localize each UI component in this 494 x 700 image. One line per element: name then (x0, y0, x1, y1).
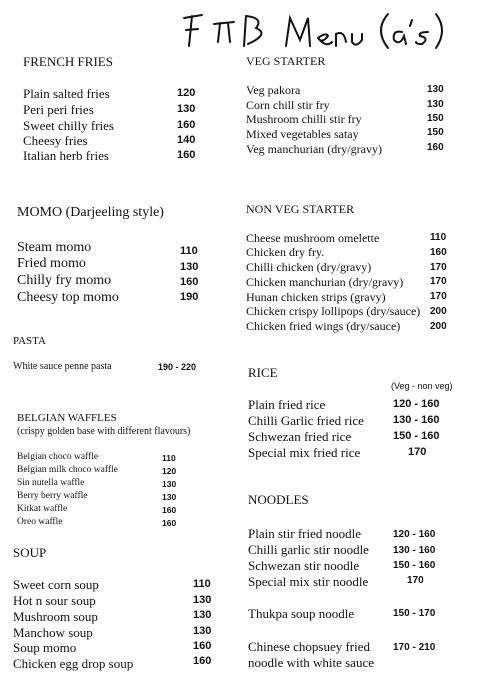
menu-item-price: 120 (162, 466, 177, 476)
section-heading-noodles: NOODLES (248, 492, 309, 507)
menu-item-price: 160 (180, 276, 199, 288)
menu-item-price: 170 (407, 575, 424, 586)
menu-item-price: 130 - 160 (393, 545, 436, 556)
menu-item-name: Sweet chilly fries (23, 118, 114, 133)
menu-item-price: 160 (162, 505, 177, 515)
menu-item-name: Veg pakora (246, 83, 301, 97)
menu-item-name: Berry berry waffle (17, 491, 88, 501)
menu-item-name: Hunan chicken strips (gravy) (246, 290, 386, 304)
menu-item-price: 190 - 220 (158, 362, 197, 372)
menu-item-price: 130 (193, 594, 212, 606)
menu-item-name: Special mix stir noodle (248, 574, 369, 589)
menu-item-name: Kitkat waffle (17, 504, 68, 514)
menu-item-price: 170 - 210 (393, 642, 436, 653)
section-heading-soup: SOUP (13, 545, 47, 560)
menu-item-price: 130 (193, 625, 212, 637)
menu-item-price: 150 (427, 113, 444, 124)
menu-item-name: Chicken manchurian (dry/gravy) (246, 275, 404, 289)
menu-item-price: 110 (162, 453, 176, 463)
menu-item-name: Chicken egg drop soup (13, 656, 134, 671)
menu-item-price: 130 (180, 261, 199, 273)
menu-item-price: 200 (430, 321, 447, 332)
menu-item-price: 130 (162, 492, 177, 502)
menu-item-name: Italian herb fries (23, 148, 109, 163)
menu-item-name: Special mix fried rice (248, 445, 361, 460)
menu-item-price: 170 (430, 291, 447, 302)
menu-item-price: 160 (193, 655, 212, 667)
menu-item-name: Mixed vegetables satay (246, 127, 359, 141)
menu-item-price: 160 (430, 247, 447, 258)
menu-item-name: Hot n sour soup (13, 593, 96, 608)
menu-item-name: Chilli chicken (dry/gravy) (246, 260, 372, 274)
menu-item-name: Chinese chopsuey fried (248, 639, 371, 654)
menu-item-name: Manchow soup (13, 625, 93, 640)
menu-item-price: 130 (193, 609, 212, 621)
menu-item-price: 160 (162, 518, 177, 528)
menu-item-name: Cheesy fries (23, 133, 88, 148)
menu-item-price: 130 (427, 84, 444, 95)
menu-item-name: Soup momo (13, 640, 77, 655)
menu-item-name: Peri peri fries (23, 102, 94, 117)
menu-item-price: 120 (177, 87, 196, 99)
menu-item-name: Cheesy top momo (17, 290, 119, 305)
menu-item-price: 110 (430, 232, 447, 243)
menu-item-price: 130 (427, 99, 444, 110)
menu-item-name: Plain salted fries (23, 86, 110, 101)
menu-item-price: 110 (193, 578, 211, 590)
section-subheading-waffles: (crispy golden base with different flavours) (17, 426, 191, 437)
menu-item-price: 130 (162, 479, 177, 489)
menu-item-name: Belgian milk choco waffle (17, 465, 118, 475)
menu-item-price: 160 (193, 640, 212, 652)
menu-item-name: Sin nutella waffle (17, 478, 85, 488)
menu-item-name: Mushroom chilli stir fry (246, 112, 362, 126)
menu-item-name: Schwezan stir noodle (248, 558, 360, 573)
section-heading-momo: MOMO (Darjeeling style) (17, 205, 164, 220)
menu-item-price: 170 (408, 446, 427, 458)
menu-item-price: 160 (177, 149, 196, 161)
menu-item-price: 190 (180, 291, 199, 303)
menu-item-price: 160 (427, 142, 444, 153)
menu-item-name: Chilli garlic stir noodle (248, 542, 369, 557)
menu-item-name: Chicken fried wings (dry/sauce) (246, 319, 401, 333)
menu-item-name: Corn chill stir fry (246, 98, 330, 112)
menu-item-name: White sauce penne pasta (13, 361, 112, 372)
menu-item-price: 150 (427, 127, 444, 138)
menu-item-price: 160 (177, 119, 196, 131)
menu-item-price: 120 - 160 (393, 398, 440, 410)
menu-item-name: Plain fried rice (248, 397, 326, 412)
menu-item-name: Fried momo (17, 256, 86, 271)
menu-item-name: Thukpa soup noodle (248, 606, 355, 621)
section-heading-rice: RICE (248, 365, 278, 380)
menu-item-name: Veg manchurian (dry/gravy) (246, 142, 382, 156)
menu-item-name: Chicken dry fry. (246, 245, 325, 259)
menu-item-price: 150 - 170 (393, 608, 436, 619)
menu-item-price: 150 - 160 (393, 430, 440, 442)
rice-price-note: (Veg - non veg) (391, 381, 453, 391)
menu-item-price: 130 (177, 103, 196, 115)
menu-item-name: Chicken crispy lollipops (dry/sauce) (246, 304, 421, 318)
section-heading-waffles: BELGIAN WAFFLES (17, 412, 117, 424)
menu-item-price: 170 (430, 276, 447, 287)
menu-item-price: 120 - 160 (393, 529, 436, 540)
menu-item-name: Sweet corn soup (13, 577, 99, 592)
section-heading-veg-starter: VEG STARTER (246, 54, 326, 68)
menu-item-name: Steam momo (17, 240, 92, 255)
section-heading-non-veg-starter: NON VEG STARTER (246, 202, 355, 216)
menu-item-name: Oreo waffle (17, 517, 63, 527)
menu-item-name: Belgian choco waffle (17, 452, 99, 462)
menu-item-price: 170 (430, 262, 447, 273)
section-heading-french-fries: FRENCH FRIES (23, 54, 113, 69)
menu-item-name: Cheese mushroom omelette (246, 231, 380, 245)
menu-item-name: Chilli Garlic fried rice (248, 413, 364, 428)
menu-item-name: Plain stir fried noodle (248, 526, 362, 541)
menu-item-price: 130 - 160 (393, 414, 440, 426)
menu-item-price: 150 - 160 (393, 560, 436, 571)
menu-item-name: Schwezan fried rice (248, 429, 352, 444)
menu-item-price: 200 (430, 306, 447, 317)
menu-item-price: 140 (177, 134, 196, 146)
menu-item-price: 110 (180, 245, 198, 257)
menu-title-handwritten (176, 6, 476, 52)
menu-item-name: Chilly fry momo (17, 273, 112, 288)
section-heading-pasta: PASTA (13, 335, 46, 347)
menu-item-name: Mushroom soup (13, 609, 98, 624)
menu-item-name: noodle with white sauce (248, 655, 374, 670)
